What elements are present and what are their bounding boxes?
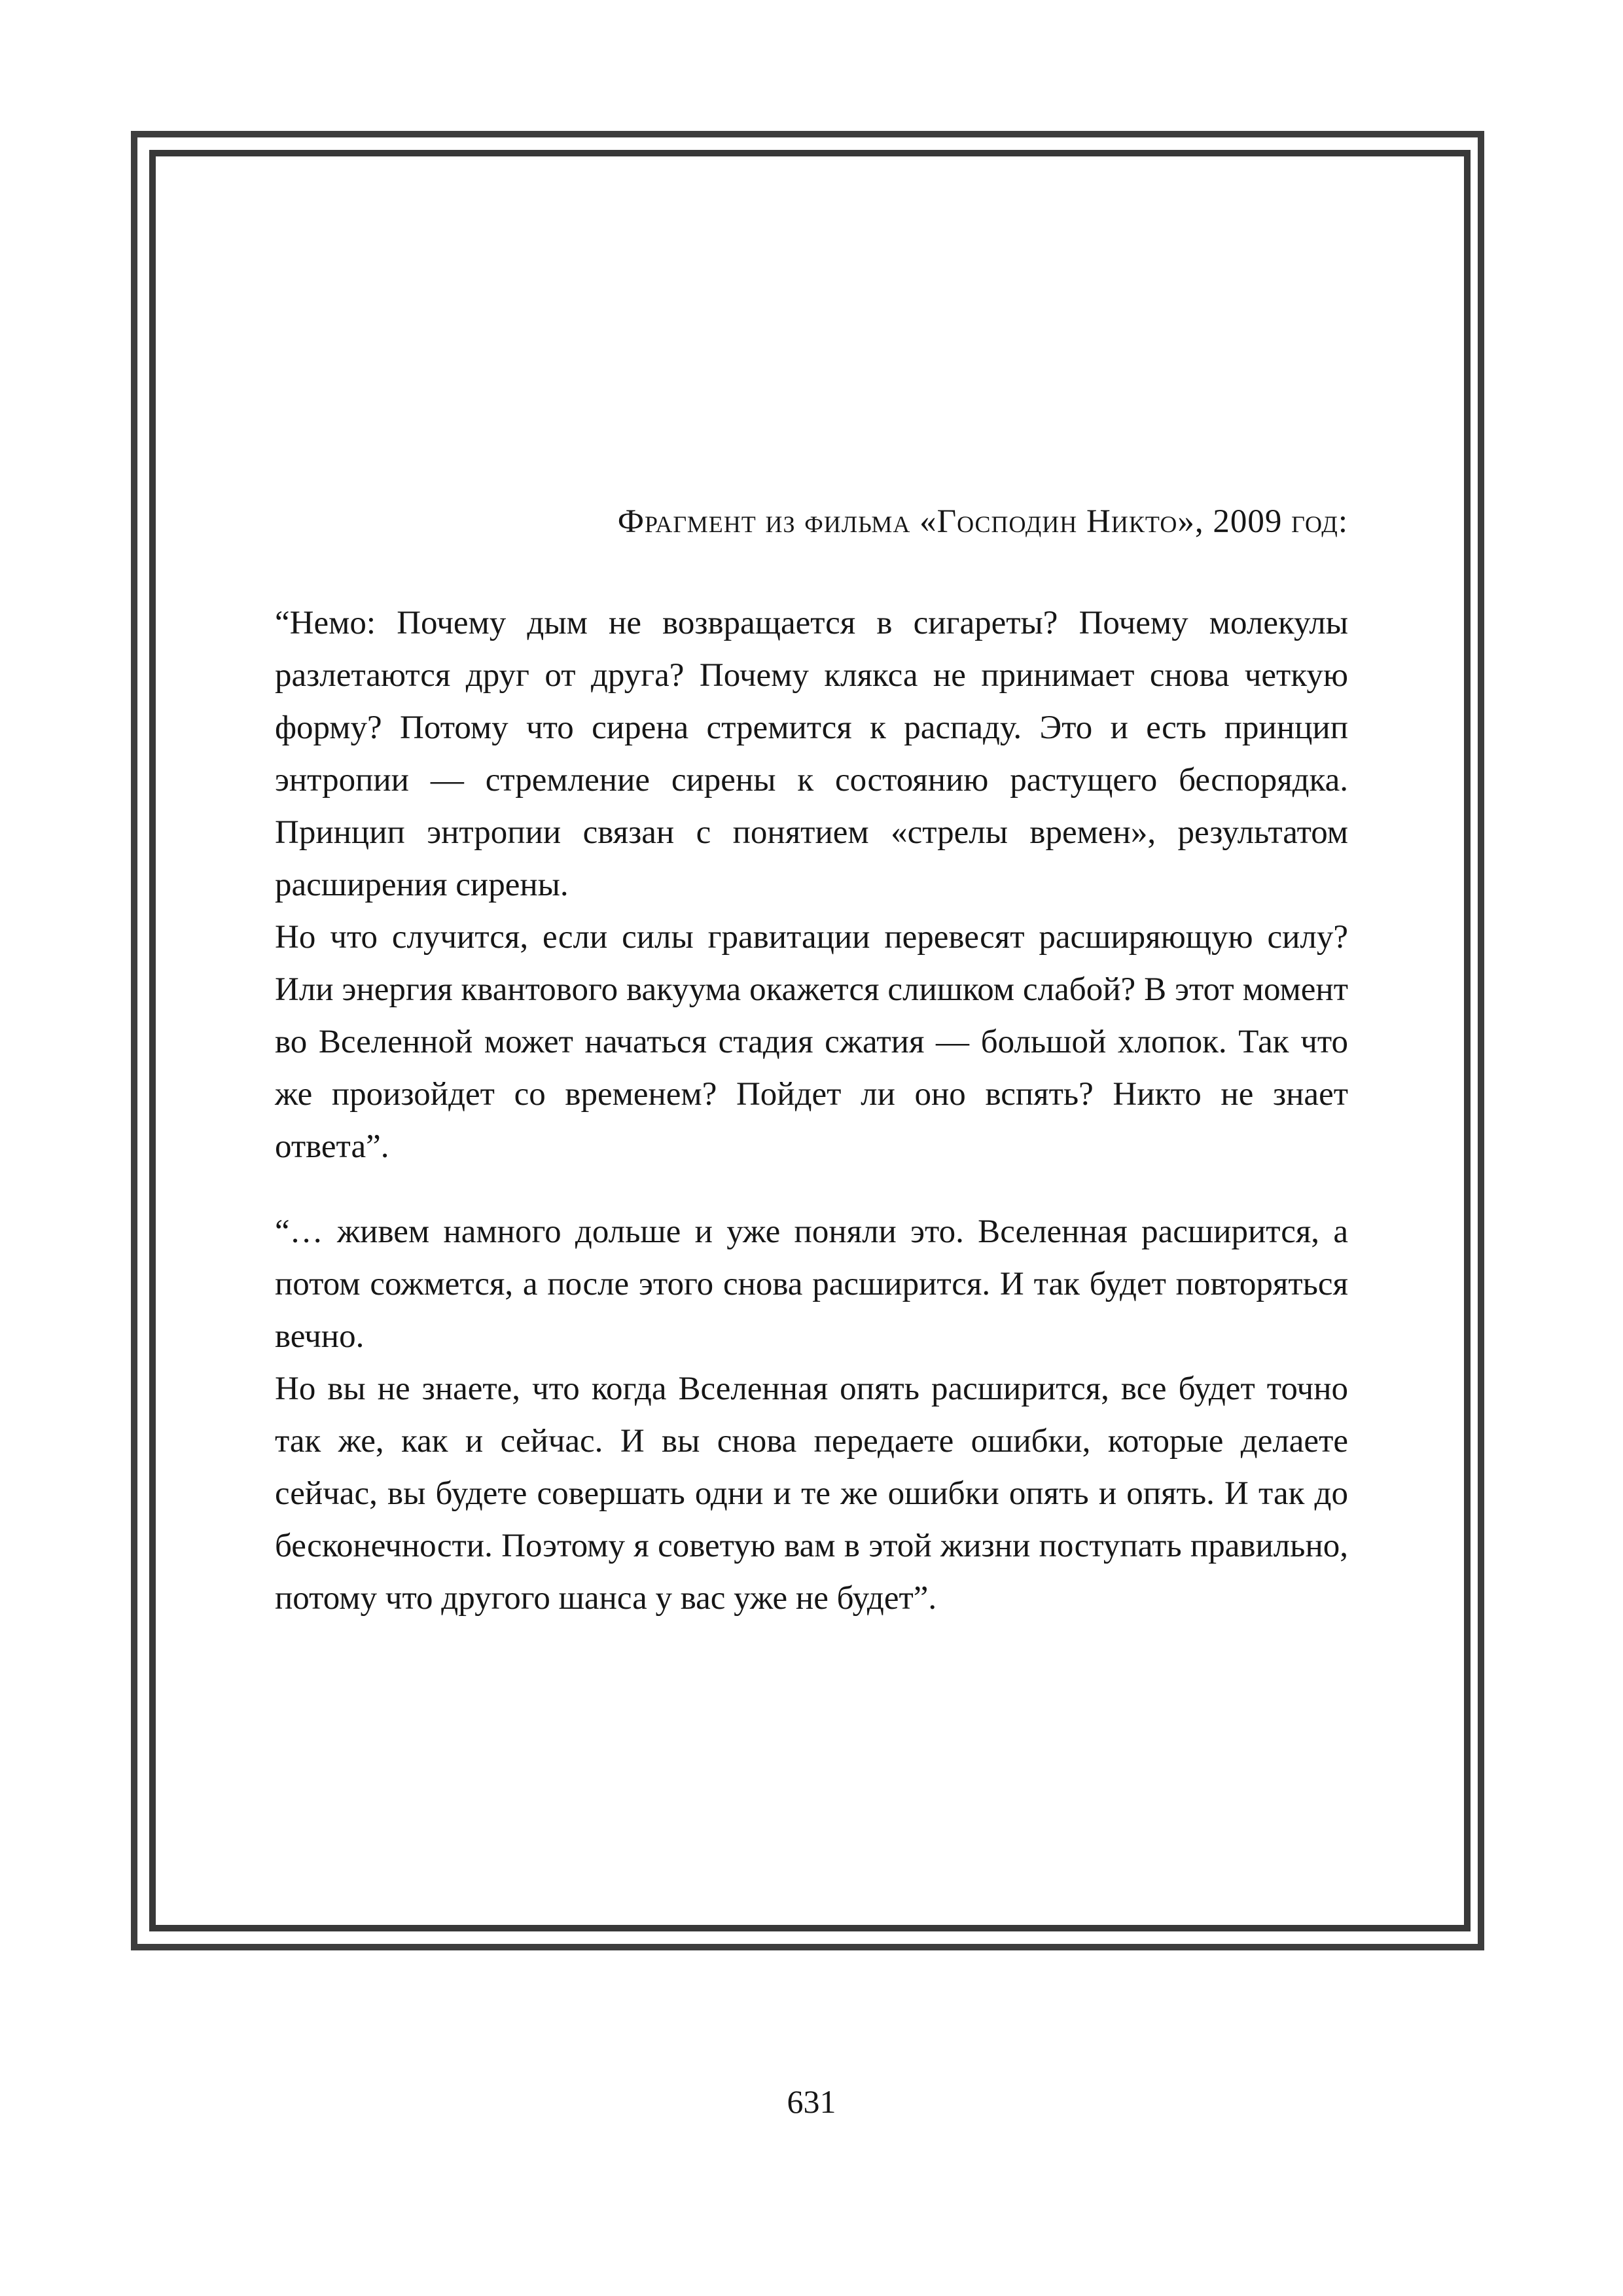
section-heading: Фрагмент из фильма «Господин Никто», 2009 год:	[617, 503, 1348, 540]
body-text	[275, 597, 1348, 1624]
quote1-paragraph-1: “Немо: Почему дым не возвращается в сигареты? Почему молекулы разлетаются друг от друга? Почему клякса не принимает снова четкую форму? Потому что сирена стремится к распаду. Это и есть принцип энтропии — стремление сирены к состоянию растущего беспорядка. Принцип энтропии связан с понятием «стрелы времен», результатом расширения сирены.	[275, 605, 1348, 903]
quote2-paragraph-2: Но вы не знаете, что когда Вселенная опять расширится, все будет точно так же, как и сейчас. И вы снова передаете ошибки, которые делаете сейчас, вы будете совершать одни и те же ошибки опять и опять. И так до бесконечности. Поэтому я советую вам в этой жизни поступать правильно, потому что другого шанса у вас уже не будет”.	[275, 1371, 1348, 1617]
quote2-paragraph-1: “… живем намного дольше и уже поняли это. Вселенная расширится, а потом сожмется, а после этого снова расширится. И так будет повторяться вечно.	[275, 1213, 1348, 1355]
quote1-paragraph-2: Но что случится, если силы гравитации перевесят расширяющую силу? Или энергия квантового вакуума окажется слишком слабой? В этот момент во Вселенной может начаться стадия сжатия — большой хлопок. Так что же произойдет со временем? Пойдет ли оно вспять? Никто не знает ответа”.	[275, 919, 1348, 1165]
page-number: 631	[787, 2083, 836, 2120]
